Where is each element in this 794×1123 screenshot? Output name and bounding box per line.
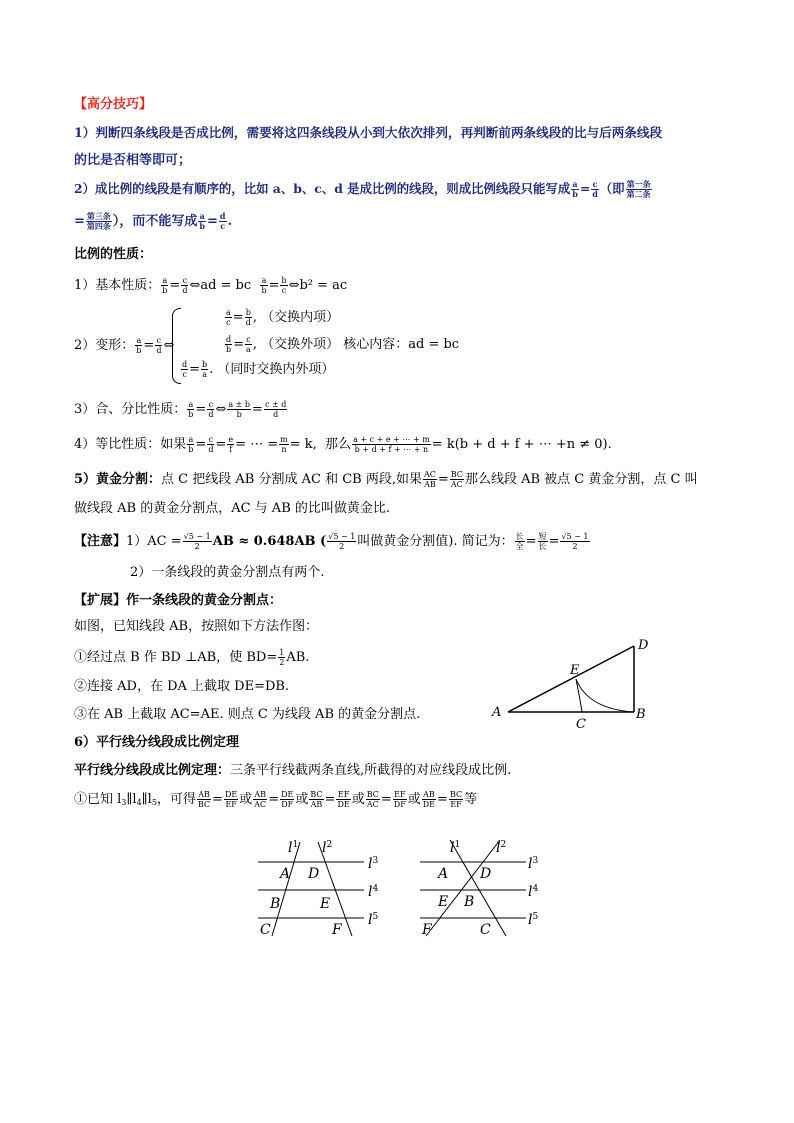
svg-text:l5: $l^5$: [368, 912, 379, 928]
svg-text:B: B: [464, 894, 475, 910]
property-5-line1: 5）黄金分割：点 C 把线段 AB 分割成 AC 和 CB 两段,如果 $\frac{AC}{AB}$ = $\frac{BC}{AC}$ 那么线段 AB 被点 C 黄金分割，点 C 叫: [74, 470, 698, 489]
property-4: 4）等比性质：如果 $\frac{a}{b}$ = $\frac{c}{d}$ = $\frac{e}{f}$ = ⋯ = $\frac{m}{n}$ = k, 那么 $\frac{a + c + e + \cdots + m}{b + d + f + \cdots + n}$ = k(b + d + f + ⋯ +n ≠ 0).: [74, 435, 612, 454]
label-A: A: [492, 705, 502, 720]
svg-text:D: D: [480, 866, 492, 882]
fraction-a-b: $\frac{a}{b}$: [572, 179, 578, 199]
tips-heading: 【高分技巧】: [74, 97, 153, 112]
svg-text:l1: $l^1$: [288, 840, 299, 856]
tip2-paren: （即: [599, 181, 625, 196]
svg-text:E: E: [438, 894, 449, 910]
svg-text:F: F: [422, 922, 432, 938]
note-line2: 2）一条线段的黄金分割点有两个.: [130, 565, 325, 580]
svg-text:l4: $l^4$: [368, 884, 379, 900]
property-3: 3）合、分比性质： $\frac{a}{b}$ = $\frac{c}{d}$ ⇔ $\frac{a \pm b}{b}$ = $\frac{c \pm d}{d}$: [74, 400, 287, 419]
golden-section-figure: [488, 634, 658, 734]
fraction-third-fourth: $\frac{\text{第三条}}{\text{第四条}}$: [86, 211, 111, 231]
parallel-example: ①已知 $l_3\parallel l_4\parallel l_5$，可得 $\frac{AB}{BC}$ = $\frac{DE}{EF}$ 或 $\frac{AB}{AC}$ = $\frac{DE}{DF}$ 或 $\frac{BC}{AB}$ = $\frac{EF}{DE}$ 或 $\frac{BC}{AC}$ = $\frac{EF}{DF}$ 或 $\frac{AB}{DE}$ = $\frac{BC}{EF}$ 等: [74, 790, 478, 809]
parallel-figure-right: [414, 832, 554, 942]
extension-title: 【扩展】作一条线段的黄金分割点：: [74, 593, 283, 608]
property-2-case2: $\frac{d}{b}$ = $\frac{c}{a}$ , （交换外项） 核心内容：ad = bc: [226, 335, 460, 354]
extension-intro: 如图，已知线段 AB，按照如下方法作图：: [74, 619, 319, 634]
svg-text:D: D: [308, 866, 320, 882]
svg-text:l1: $l^1$: [450, 840, 461, 856]
property-2-case3: $\frac{d}{c}$ = $\frac{b}{a}$ . （同时交换内外项）: [182, 360, 335, 379]
fraction-first-second: $\frac{\text{第一条}}{\text{第二条}}$: [626, 179, 651, 199]
note-line1: 【注意】1）AC = $\frac{√5 - 1}{2}$ AB ≈ 0.648AB ( $\frac{√5 - 1}{2}$ 叫做黄金分割值). 简记为： $\frac{\text{长}}{\text{全}}$ = $\frac{\text{短}}{\text{长}}$ = $\frac{√5 - 1}{2}$: [74, 532, 589, 551]
tip2-prefix: 2）成比例的线段是有顺序的，比如 a、b、c、d 是成比例的线段，则成比例线段只能写成: [74, 181, 571, 196]
parallel-figure-left: [252, 832, 392, 942]
extension-step2: ②连接 AD，在 DA 上截取 DE=DB.: [74, 679, 290, 694]
tip1-line2: 的比是否相等即可；: [74, 153, 192, 168]
properties-heading: 比例的性质：: [74, 247, 153, 262]
property-1: 1）基本性质： $\frac{a}{b}$ = $\frac{c}{d}$ ⇔ad = bc $\frac{a}{b}$ = $\frac{b}{c}$ ⇔b² = ac: [74, 276, 348, 295]
svg-text:l5: $l^5$: [528, 912, 539, 928]
svg-text:E: E: [320, 896, 331, 912]
label-C: C: [576, 717, 586, 732]
svg-text:C: C: [480, 922, 491, 938]
parallel-heading: 6）平行线分线段成比例定理: [74, 735, 240, 750]
svg-text:A: A: [280, 866, 291, 882]
svg-text:B: B: [270, 896, 281, 912]
tip2-line2: = $\frac{\text{第三条}}{\text{第四条}}$ ），而不能写成 $\frac{a}{b}$ = $\frac{d}{c}$ .: [74, 211, 233, 231]
extension-step1: ①经过点 B 作 BD ⊥AB，使 BD= $\frac{1}{2}$ AB.: [74, 648, 310, 667]
property-2-label: 2）变形： $\frac{a}{b}$ = $\frac{c}{d}$ ⇔: [74, 336, 175, 355]
fraction-a-b-wrong: $\frac{a}{b}$: [199, 211, 206, 231]
svg-text:A: A: [438, 866, 449, 882]
property-2-case1: $\frac{a}{c}$ = $\frac{b}{d}$ , （交换内项）: [226, 308, 340, 327]
svg-text:l2: $l^2$: [322, 840, 333, 856]
fraction-d-c: $\frac{d}{c}$: [219, 211, 226, 231]
property-5-line2: 做线段 AB 的黄金分割点，AC 与 AB 的比叫做黄金比.: [74, 501, 391, 516]
svg-text:l3: $l^3$: [528, 856, 539, 872]
fraction-c-d: $\frac{c}{d}$: [592, 179, 598, 199]
svg-text:l3: $l^3$: [368, 856, 379, 872]
label-B: B: [636, 707, 646, 722]
tip2-line1: 2）成比例的线段是有顺序的，比如 a、b、c、d 是成比例的线段，则成比例线段只能写成 $\frac{a}{b}$ = $\frac{c}{d}$ （即 $\frac{\text{第一条}}{\text{第二条}}$: [74, 179, 651, 199]
label-E: E: [570, 663, 580, 678]
label-D: D: [638, 638, 649, 653]
parallel-definition: 平行线分线段成比例定理：三条平行线截两条直线,所截得的对应线段成比例.: [74, 763, 512, 778]
svg-text:F: F: [332, 922, 342, 938]
svg-text:l2: $l^2$: [496, 840, 507, 856]
tip1-line1: 1）判断四条线段是否成比例，需要将这四条线段从小到大依次排列，再判断前两条线段的比与后两条线段: [74, 125, 663, 140]
svg-text:l4: $l^4$: [528, 884, 539, 900]
extension-step3: ③在 AB 上截取 AC=AE. 则点 C 为线段 AB 的黄金分割点.: [74, 707, 421, 722]
svg-text:C: C: [260, 922, 271, 938]
